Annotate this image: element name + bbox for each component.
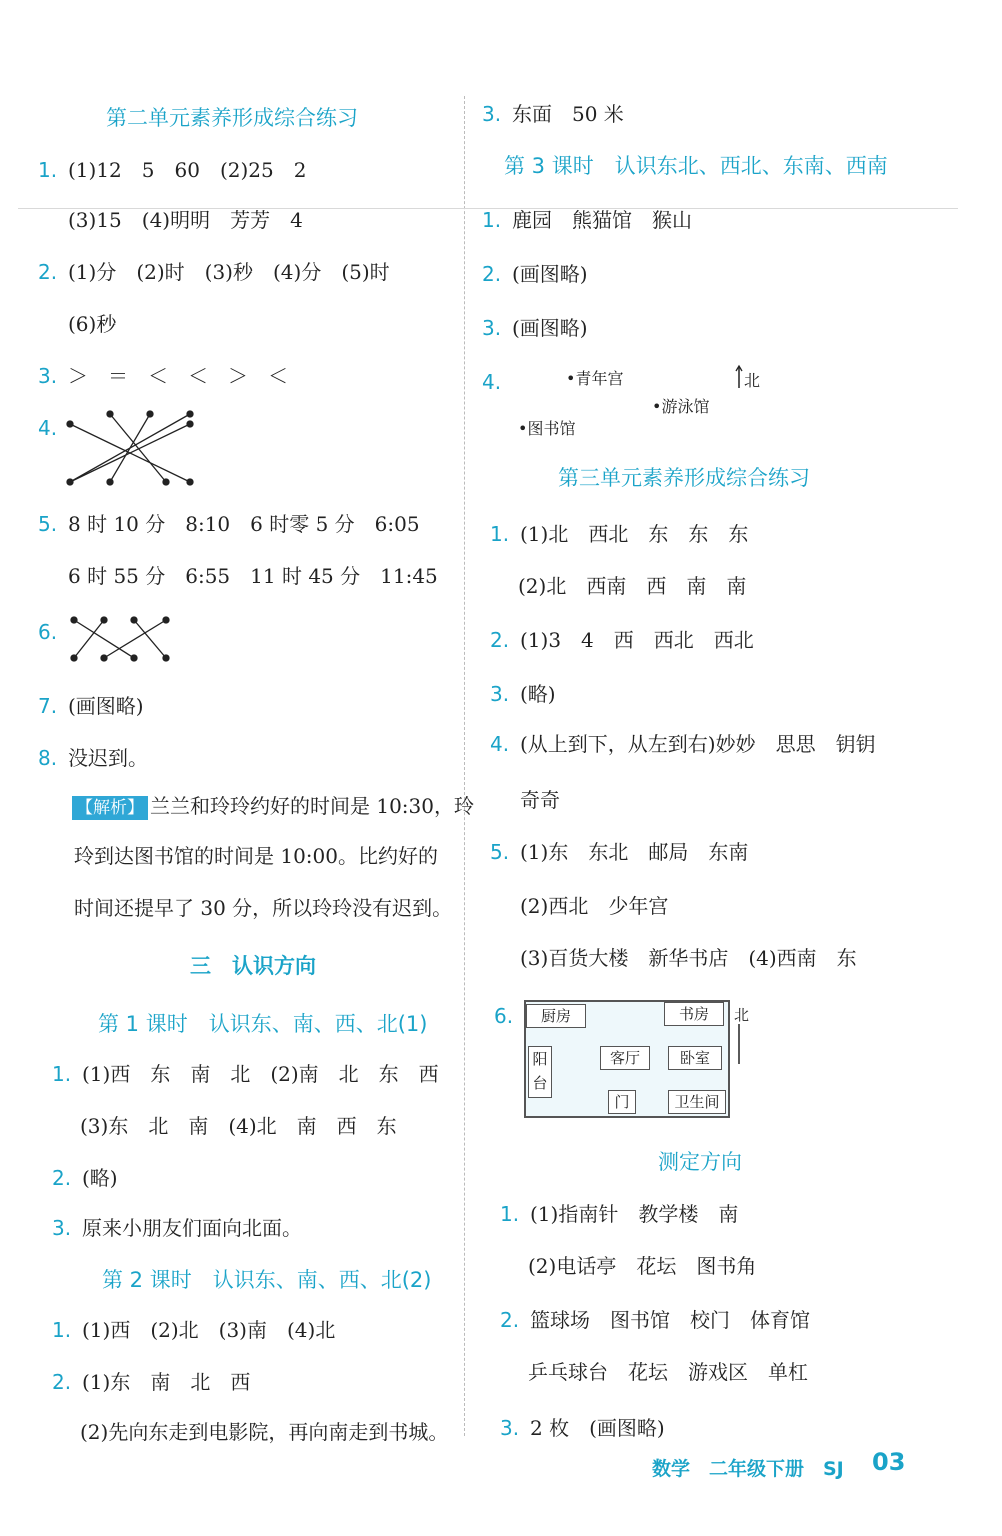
question-number: 6. [494,1004,514,1028]
l3-q2 [482,260,588,288]
bedroom: 卧室 [668,1046,722,1070]
matching-diagram-q4 [66,410,198,486]
question-number: 1. [52,1318,72,1342]
question-number: 1. [482,208,502,232]
lesson1-title: 第 1 课时 认识东、南、西、北(1) [98,1012,428,1036]
youth-palace-label: •青年宫 [566,369,624,388]
answer-text: (1)北 西北 东 东 东 [520,522,749,546]
r2 [490,626,754,654]
r1-line1 [490,520,748,548]
question-number: 2. [52,1166,72,1190]
north-label: 北 [744,371,761,390]
answer-text: (1)12 5 60 (2)25 2 [68,158,307,182]
question-number: 1. [490,522,510,546]
left-q6 [38,618,68,646]
measure-direction-title: 测定方向 [658,1150,742,1174]
question-number: 1. [500,1202,520,1226]
unit2-review-title: 第二单元素养形成综合练习 [106,106,358,130]
balcony-room: 阳台 [528,1046,552,1098]
question-number: 1. [38,158,58,182]
r3 [490,680,556,708]
question-number: 2. [482,262,502,286]
left-q1-line2: (3)15 (4)明明 芳芳 4 [68,208,303,232]
answer-text: 没迟到。 [68,746,148,770]
question-number: 8. [38,746,58,770]
l1-q3 [52,1214,302,1242]
l1-q1-line2: (3)东 北 南 (4)北 南 西 东 [80,1114,397,1138]
question-number: 2. [38,260,58,284]
m1-line2: (2)电话亭 花坛 图书角 [528,1254,757,1278]
r5-line2: (2)西北 少年宫 [520,894,669,918]
answer-text: (画图略) [68,694,144,718]
question-number: 7. [38,694,58,718]
l3-q1 [482,206,692,234]
l3-q3 [482,314,588,342]
left-q5-line2: 6 时 55 分 6:55 11 时 45 分 11:45 [68,564,438,588]
l3-q4 [482,368,512,396]
study-room: 书房 [664,1002,724,1026]
question-number: 3. [490,682,510,706]
question-number: 6. [38,620,58,644]
answer-text: (1)西 东 南 北 (2)南 北 东 西 [82,1062,439,1086]
analysis-line2: 玲到达图书馆的时间是 10:00。比约好的 [74,844,438,868]
kitchen-room: 厨房 [526,1004,586,1028]
question-number: 3. [38,364,58,388]
left-q5-line1 [38,510,420,538]
r5-line1 [490,838,748,866]
north-line-icon [736,1024,742,1066]
question-number: 3. [52,1216,72,1240]
analysis-tag: 【解析】 [72,796,148,820]
plan-north-label: 北 [734,1006,750,1024]
answer-text: 鹿园 熊猫馆 猴山 [512,208,692,232]
answer-text: 篮球场 图书馆 校门 体育馆 [530,1308,810,1332]
living-room: 客厅 [600,1046,650,1070]
l2-q1 [52,1316,335,1344]
answer-text: ＞ ＝ ＜ ＜ ＞ ＜ [68,364,288,388]
r4-line2: 奇奇 [520,788,560,812]
answer-text: (1)指南针 教学楼 南 [530,1202,739,1226]
answer-text: (画图略) [512,316,588,340]
analysis-text: 兰兰和玲玲约好的时间是 10:30，玲 [150,794,474,818]
r6 [494,1002,524,1030]
answer-text: (1)西 (2)北 (3)南 (4)北 [82,1318,336,1342]
swimming-pool-label: •游泳馆 [652,397,710,416]
answer-text: (画图略) [512,262,588,286]
question-number: 1. [52,1062,72,1086]
question-number: 3. [482,316,502,340]
l1-q1-line1 [52,1060,439,1088]
l2-q2-line1 [52,1368,250,1396]
question-number: 4. [38,416,58,440]
left-q3 [38,362,288,390]
question-number: 3. [500,1416,520,1440]
l1-q2 [52,1164,118,1192]
m2-line2: 乒乓球台 花坛 游戏区 单杠 [528,1360,808,1384]
unit3-review-title: 第三单元素养形成综合练习 [558,466,810,490]
answer-text: (1)3 4 西 西北 西北 [520,628,754,652]
analysis-line1 [72,792,474,820]
question-number: 2. [500,1308,520,1332]
answer-text: 原来小朋友们面向北面。 [82,1216,302,1240]
left-q7 [38,692,144,720]
left-q8 [38,744,148,772]
left-q2-line1 [38,258,390,286]
question-number: 4. [490,732,510,756]
left-q2-line2: (6)秒 [68,312,117,336]
answer-text: (1)分 (2)时 (3)秒 (4)分 (5)时 [68,260,390,284]
question-number: 2. [490,628,510,652]
unit3-title: 三 认识方向 [190,954,316,978]
m1-line1 [500,1200,738,1228]
left-q1-line1 [38,156,306,184]
library-label: •图书馆 [518,419,576,438]
left-q4 [38,414,68,442]
m3 [500,1414,665,1442]
question-number: 5. [38,512,58,536]
footer-subject: 数学 二年级下册 SJ [652,1458,844,1480]
lesson3-title: 第 3 课时 认识东北、西北、东南、西南 [504,154,888,178]
question-number: 4. [482,370,502,394]
l2-q2-line2: (2)先向东走到电影院，再向南走到书城。 [80,1420,449,1444]
analysis-line3: 时间还提早了 30 分，所以玲玲没有迟到。 [74,896,453,920]
answer-text: (1)东 东北 邮局 东南 [520,840,749,864]
answer-text: 8 时 10 分 8:10 6 时零 5 分 6:05 [68,512,420,536]
answer-text: 东面 50 米 [512,102,624,126]
question-number: 5. [490,840,510,864]
north-arrow-icon [734,364,744,390]
question-number: 2. [52,1370,72,1394]
right-q3 [482,100,624,128]
matching-diagram-q6 [68,614,174,664]
lesson2-title: 第 2 课时 认识东、南、西、北(2) [102,1268,432,1292]
answer-text: (略) [520,682,556,706]
bathroom: 卫生间 [668,1090,726,1114]
page-number: 03 [872,1448,906,1476]
answer-text: (1)东 南 北 西 [82,1370,251,1394]
answer-text: 2 枚 (画图略) [530,1416,665,1440]
r1-line2: (2)北 西南 西 南 南 [518,574,747,598]
r5-line3: (3)百货大楼 新华书店 (4)西南 东 [520,946,857,970]
r4-line1 [490,730,876,758]
answer-text: (从上到下，从左到右)妙妙 思思 钥钥 [520,732,876,756]
question-number: 3. [482,102,502,126]
answer-text: (略) [82,1166,118,1190]
door: 门 [608,1090,636,1114]
m2-line1 [500,1306,810,1334]
column-divider [464,96,465,1436]
